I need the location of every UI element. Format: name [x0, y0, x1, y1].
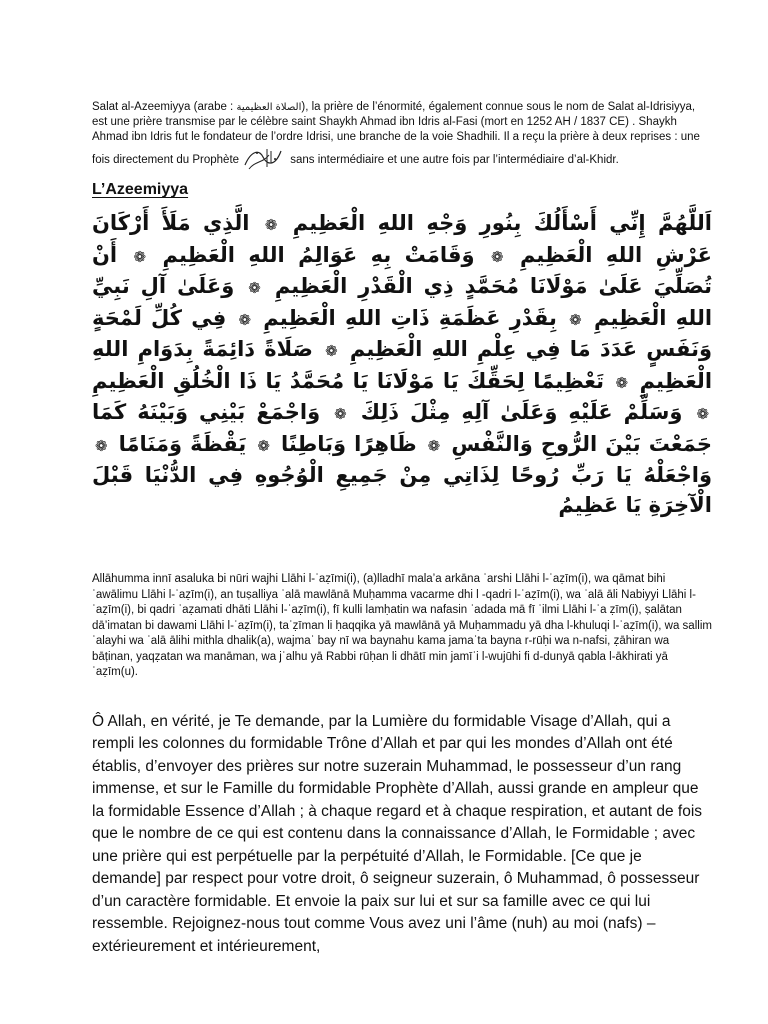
- flower-separator-icon: ❁: [569, 310, 582, 329]
- flower-separator-icon: ❁: [264, 216, 278, 234]
- intro-text-2: ), la prière de l’énormité, également connue sous le nom de Salat al-Idrisiyya, est une prière transmise par le célèbre saint Shaykh Ahmad ibn Idris al-Fasi (mort en 1252 AH / 1837 CE) . Shaykh Ahmad ibn Idris fut le fondateur de l’ordre Idrisi, une branche de la voie Shadhili. Il a reçu la prière à deux reprises : une fois directement du Prophète: [92, 101, 700, 166]
- section-heading: L’Azeemiyya: [92, 181, 189, 198]
- arabic-segment: وَقَامَتْ بِهِ عَوَالِمُ اللهِ الْعَظِيمِ: [162, 242, 475, 267]
- arabic-segment: وَاجْمَعْ بَيْنِي وَبَيْنَهُ كَمَا جَمَعْتَ بَيْنَ الرُّوحِ وَالنَّفْسِ: [92, 400, 712, 456]
- arabic-segment: بِقَدْرِ عَظَمَةِ ذَاتِ اللهِ الْعَظِيمِ: [263, 305, 557, 330]
- document-page: [92, 100, 712, 958]
- intro-paragraph: [92, 100, 712, 171]
- flower-separator-icon: ❁: [95, 436, 108, 455]
- flower-separator-icon: ❁: [133, 247, 147, 266]
- flower-separator-icon: ❁: [238, 310, 252, 329]
- intro-text-3: sans intermédiaire et une autre fois par l’intermédiaire d’al-Khidr.: [287, 154, 619, 166]
- arabic-segment: وَسَلِّمْ عَلَيْهِ وَعَلَىٰ آلِهِ مِثْلَ ذَلِكَ: [360, 400, 683, 424]
- arabic-name: الصلاة العظيمية: [236, 102, 302, 113]
- arabic-segment: ظَاهِرًا وَبَاطِنًا: [281, 431, 417, 456]
- flower-separator-icon: ❁: [248, 279, 261, 297]
- arabic-segment: فِي كُلِّ لَمْحَةٍ وَنَفَسٍ عَدَدَ مَا فِي عِلْمِ اللهِ الْعَظِيمِ: [92, 305, 713, 361]
- transliteration-paragraph: Allāhumma innī asaluka bi nūri wajhi Llāhi l-ʿaẓīmi(i), (a)lladhī mala’a arkāna ʿarshi Llāhi l-ʿaẓīm(i), wa qāmat bihi ʿawālimu Llāhi l-ʿaẓīm(i), an tuṣalliya ʿalā mawlānā Muḥamma vacarme dhi l -qadri l-ʿaẓīm(i), wa ʿalā āli Nabiyyi Llāhi l-ʿaẓīm(i), bi qadri ʿaẓamati dhāti Llāhi l-ʿaẓīm(i), fī kulli lamḥatin wa nafasin ʿadada mā fī ʿilmi Llāhi l-ʿa ẓīm(i), ṣalātan dā’imatan bi dawami Llāhi l-ʿaẓīm(i), taʿẓīman li ḥaqqika yā mawlānā yā Muḥammadu yā dha l-khuluqi l-ʿaẓīm(i), wa sallim ʿalayhi wa ʿalā ālihi mithla dhalik(a), wajmaʿ bay nī wa baynahu kama jamaʿta bayna r-rūḥi wa n-nafsi, ẓāhiran wa bāṭinan, yaqẓatan wa manāman, wa jʿalhu yā Rabbi rūḥan li dhātī min jamīʿi l-wujūhi fi d-dunyā qabla l-ākhirati yā ʿaẓīm(u).: [92, 573, 712, 678]
- arabic-segment: اَللَّهُمَّ إِنِّي أَسْأَلُكَ بِنُورِ وَجْهِ اللهِ الْعَظِيمِ: [292, 211, 712, 235]
- arabic-prayer: [92, 209, 712, 520]
- flower-separator-icon: ❁: [427, 436, 441, 455]
- arabic-segment: وَاجْعَلْهُ يَا رَبِّ رُوحًا لِذَاتِي مِنْ جَمِيعِ الْوُجُوهِ فِي الدُّنْيَا قَبْلَ الْآخِرَةِ يَا عَظِيمُ: [92, 463, 712, 517]
- flower-separator-icon: ❁: [325, 342, 338, 360]
- french-translation: Ô Allah, en vérité, je Te demande, par la Lumière du formidable Visage d’Allah, qui a rempli les colonnes du formidable Trône d’Allah et par qui les mondes d’Allah ont été établis, d’envoyer des prières sur notre suzerain Muhammad, le possesseur d’un rang immense, et sur le Famille du formidable Prophète d’Allah, aussi grande en ampleur que la formidable Essence d’Allah ; à chaque regard et à chaque respiration, et autant de fois que le nombre de ce qui est contenu dans la connaissance d’Allah, le Formidable ; avec une prière qui est perpétuelle par la perpétuité d’Allah, le Formidable. [Ce que je demande] par respect pour votre droit, ô seigneur suzerain, ô Muhammad, ô possesseur d’un caractère formidable. Et envoie la paix sur lui et sur sa famille avec ce qui lui ressemble. Rejoignez-nous tout comme Vous avez uni l’âme (nuh) au moi (nafs) – extérieurement et intérieurement,: [92, 712, 703, 955]
- flower-separator-icon: ❁: [696, 405, 710, 423]
- arabic-segment: الَّذِي مَلَأَ أَرْكَانَ عَرْشِ اللهِ الْعَظِيمِ: [92, 211, 712, 267]
- flower-separator-icon: ❁: [490, 247, 504, 266]
- flower-separator-icon: ❁: [257, 436, 270, 455]
- arabic-segment: يَقْظَةً وَمَنَامًا: [118, 431, 247, 456]
- arabic-segment: صَلَاةً دَائِمَةً بِدَوَامِ اللهِ الْعَظِيمِ: [92, 337, 713, 393]
- intro-text-1: Salat al-Azeemiyya (arabe :: [92, 101, 237, 113]
- flower-separator-icon: ❁: [615, 373, 629, 392]
- arabic-segment: أَنْ تُصَلِّيَ عَلَىٰ مَوْلَانَا مُحَمَّدٍ ذِي الْقَدْرِ الْعَظِيمِ: [92, 242, 713, 298]
- arabic-segment: تَعْظِيمًا لِحَقِّكَ يَا مَوْلَانَا يَا مُحَمَّدُ يَا ذَا الْخُلُقِ الْعَظِيمِ: [92, 368, 605, 393]
- flower-separator-icon: ❁: [334, 405, 347, 423]
- arabic-segment: وَعَلَىٰ آلِ نَبِيِّ اللهِ الْعَظِيمِ: [92, 274, 713, 330]
- salawat-calligraphy-icon: [241, 145, 285, 171]
